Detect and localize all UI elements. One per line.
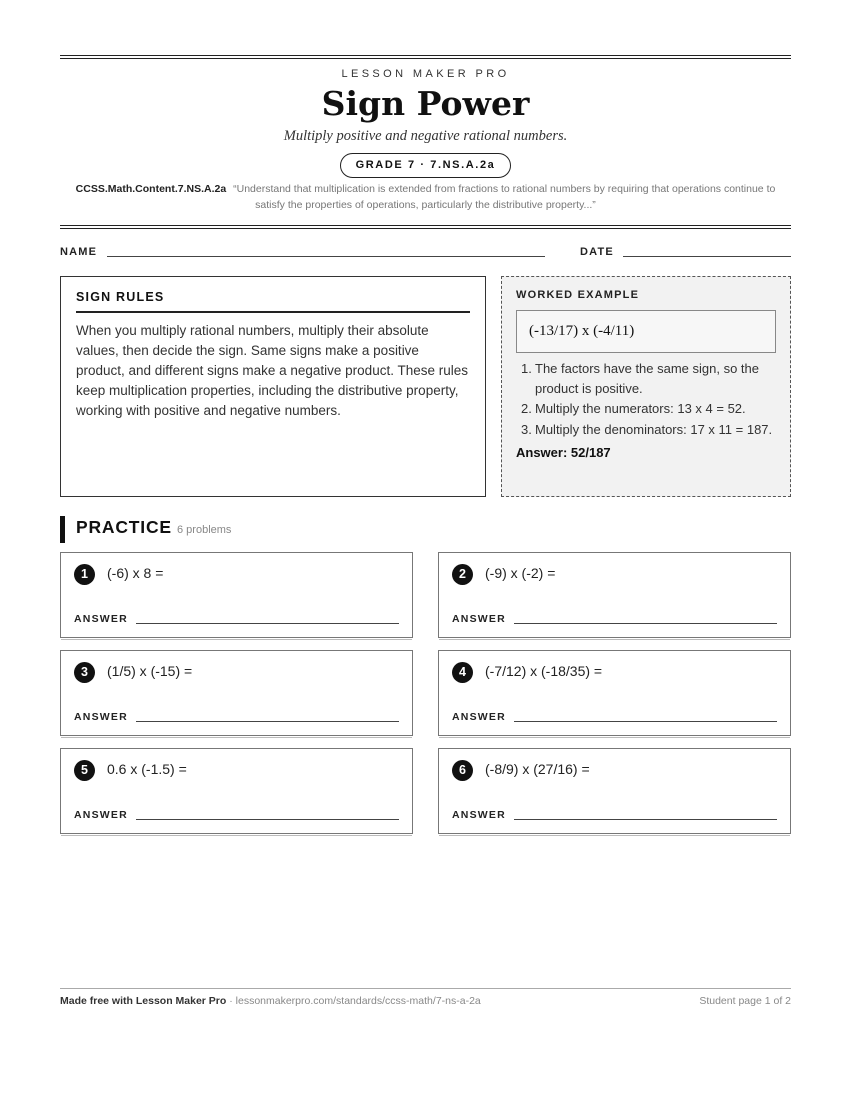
grade-badge: GRADE 7 · 7.NS.A.2a	[340, 153, 511, 178]
problem-card-5	[60, 748, 413, 834]
problem-card-4	[438, 650, 791, 736]
practice-accent-bar	[60, 516, 65, 543]
footer-credit	[60, 995, 481, 1007]
answer-line[interactable]	[514, 721, 777, 722]
answer-line[interactable]	[136, 721, 399, 722]
worked-example-step	[516, 359, 776, 398]
problem-expression: (-9) x (-2) =	[485, 565, 556, 581]
date-label: DATE	[580, 246, 614, 258]
worked-example-panel	[501, 276, 791, 497]
worksheet-page	[60, 0, 791, 1100]
answer-line[interactable]	[514, 623, 777, 624]
worked-example-answer: Answer: 52/187	[516, 445, 611, 460]
sign-rules-panel	[60, 276, 486, 497]
answer-label: ANSWER	[74, 809, 128, 821]
footer-separator: ·	[229, 995, 236, 1007]
problem-expression: (-7/12) x (-18/35) =	[485, 663, 603, 679]
brand-name: LESSON MAKER PRO	[341, 68, 510, 80]
sign-rules-heading: SIGN RULES	[76, 290, 470, 313]
page-title: Sign Power	[321, 84, 530, 123]
answer-label: ANSWER	[74, 711, 128, 723]
standard-code: CCSS.Math.Content.7.NS.A.2a	[75, 183, 227, 195]
problem-card-6	[438, 748, 791, 834]
worked-example-step	[516, 399, 776, 419]
name-field-line[interactable]	[107, 256, 545, 257]
problem-card-2	[438, 552, 791, 638]
practice-heading: PRACTICE	[76, 517, 172, 537]
standard-quote: “Understand that multiplication is extended from fractions to rational numbers by requiring that operations continue to satisfy the properties of operations, particularly the distributive property...”	[233, 183, 776, 211]
step-number: 3.	[521, 421, 532, 437]
sign-rules-text: When you multiply rational numbers, multiply their absolute values, then decide the sign. Same signs make a positive product, and different signs make a negative product. These rules keep multiplication properties, including the distributive property, working with positive and negative numbers.	[76, 323, 468, 418]
header-top-rule	[60, 55, 791, 56]
problem-expression: (-6) x 8 =	[107, 565, 164, 581]
problem-expression: 0.6 x (-1.5) =	[107, 761, 187, 777]
problem-number: 1	[74, 564, 95, 585]
answer-label: ANSWER	[452, 809, 506, 821]
answer-label: ANSWER	[452, 711, 506, 723]
worked-example-step	[516, 420, 776, 440]
step-text: Multiply the numerators: 13 x 4 = 52.	[535, 401, 746, 416]
date-field-line[interactable]	[623, 256, 791, 257]
standard-description	[65, 181, 786, 213]
name-label: NAME	[60, 246, 98, 258]
practice-count: 6 problems	[177, 524, 232, 536]
problem-expression: (-8/9) x (27/16) =	[485, 761, 590, 777]
footer-rule	[60, 988, 791, 989]
answer-label: ANSWER	[452, 613, 506, 625]
step-number: 2.	[521, 401, 532, 416]
answer-label: ANSWER	[74, 613, 128, 625]
problem-number: 2	[452, 564, 473, 585]
header-bottom-rule	[60, 225, 791, 226]
step-text: The factors have the same sign, so the product is positive.	[535, 361, 760, 396]
worked-example-steps	[516, 359, 776, 439]
problem-card-3	[60, 650, 413, 736]
problem-number: 4	[452, 662, 473, 683]
page-subtitle: Multiply positive and negative rational numbers.	[283, 128, 568, 144]
worked-example-expression: (-13/17) x (-4/11)	[516, 310, 776, 353]
answer-line[interactable]	[136, 819, 399, 820]
footer-url[interactable]: lessonmakerpro.com/standards/ccss-math/7-ns-a-2a	[235, 995, 481, 1007]
problem-number: 5	[74, 760, 95, 781]
problem-card-1	[60, 552, 413, 638]
footer-page-info: Student page 1 of 2	[699, 995, 791, 1007]
problem-number: 6	[452, 760, 473, 781]
step-number: 1.	[521, 361, 532, 376]
problem-expression: (1/5) x (-15) =	[107, 663, 193, 679]
answer-line[interactable]	[514, 819, 777, 820]
answer-line[interactable]	[136, 623, 399, 624]
footer-made-with: Made free with Lesson Maker Pro	[60, 995, 227, 1007]
step-text: Multiply the denominators: 17 x 11 = 187.	[535, 421, 773, 437]
problem-number: 3	[74, 662, 95, 683]
worked-example-heading: WORKED EXAMPLE	[516, 289, 640, 301]
